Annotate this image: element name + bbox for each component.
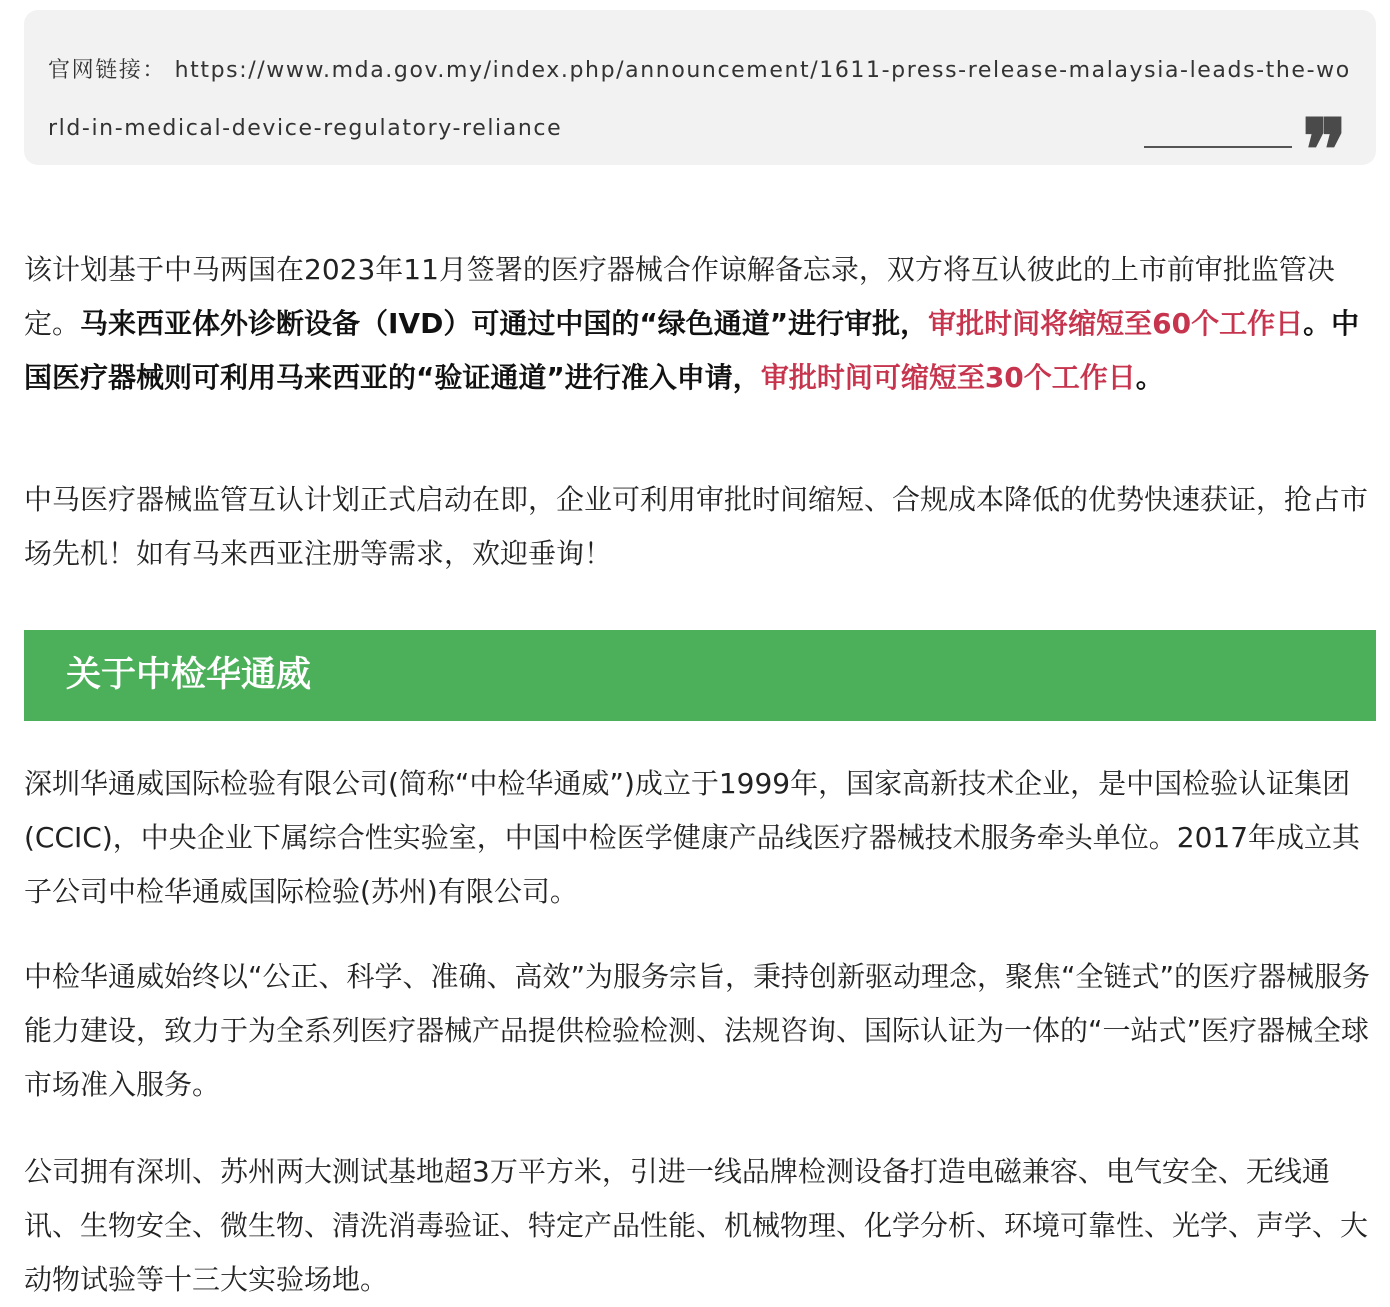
official-link-url[interactable]: https://www.mda.gov.my/index.php/announcement/1611-press-release-malaysia-leads-the-world-in-medical-device-regulatory-reliance	[48, 58, 1351, 141]
official-link-label: 官网链接：	[48, 58, 167, 83]
link-quote-box	[24, 10, 1376, 165]
paragraph-text: 该计划基于中马两国在2023年11月签署的医疗器械合作谅解备忘录，双方将互认彼此的上市前审批监管决定。	[24, 253, 1335, 340]
verification-channel-text: 。中国医疗器械则可利用马来西亚的“验证通道”进行准入申请，	[24, 307, 1360, 394]
ivd-green-channel-text: 马来西亚体外诊断设备（IVD）可通过中国的“绿色通道”进行审批，	[80, 307, 929, 340]
paragraph-mutual-recognition	[24, 243, 1374, 405]
closing-quote-icon: ❞	[1302, 100, 1344, 199]
quote-divider	[1144, 146, 1292, 148]
approval-60-days-highlight: 审批时间将缩短至60个工作日	[928, 307, 1304, 340]
paragraph-company-mission: 中检华通威始终以“公正、科学、准确、高效”为服务宗旨，秉持创新驱动理念，聚焦“全链式”的医疗器械服务能力建设，致力于为全系列医疗器械产品提供检验检测、法规咨询、国际认证为一体的“一站式”医疗器械全球市场准入服务。	[24, 960, 1371, 1101]
paragraph-end-mark: 。	[1135, 361, 1164, 394]
section-header-banner	[24, 630, 1376, 721]
section-title: 关于中检华通威	[66, 655, 312, 695]
approval-30-days-highlight: 审批时间可缩短至30个工作日	[760, 361, 1136, 394]
paragraph-company-intro: 深圳华通威国际检验有限公司(简称“中检华通威”)成立于1999年，国家高新技术企业，是中国检验认证集团(CCIC)，中央企业下属综合性实验室，中国中检医学健康产品线医疗器械技术服务牵头单位。2017年成立其子公司中检华通威国际检验(苏州)有限公司。	[24, 767, 1361, 908]
official-link-text	[48, 42, 1352, 158]
paragraph-call-to-action: 中马医疗器械监管互认计划正式启动在即，企业可利用审批时间缩短、合规成本降低的优势快速获证，抢占市场先机！如有马来西亚注册等需求，欢迎垂询！	[24, 483, 1369, 570]
paragraph-company-facilities: 公司拥有深圳、苏州两大测试基地超3万平方米，引进一线品牌检测设备打造电磁兼容、电气安全、无线通讯、生物安全、微生物、清洗消毒验证、特定产品性能、机械物理、化学分析、环境可靠性、光学、声学、大动物试验等十三大实验场地。	[24, 1155, 1369, 1296]
